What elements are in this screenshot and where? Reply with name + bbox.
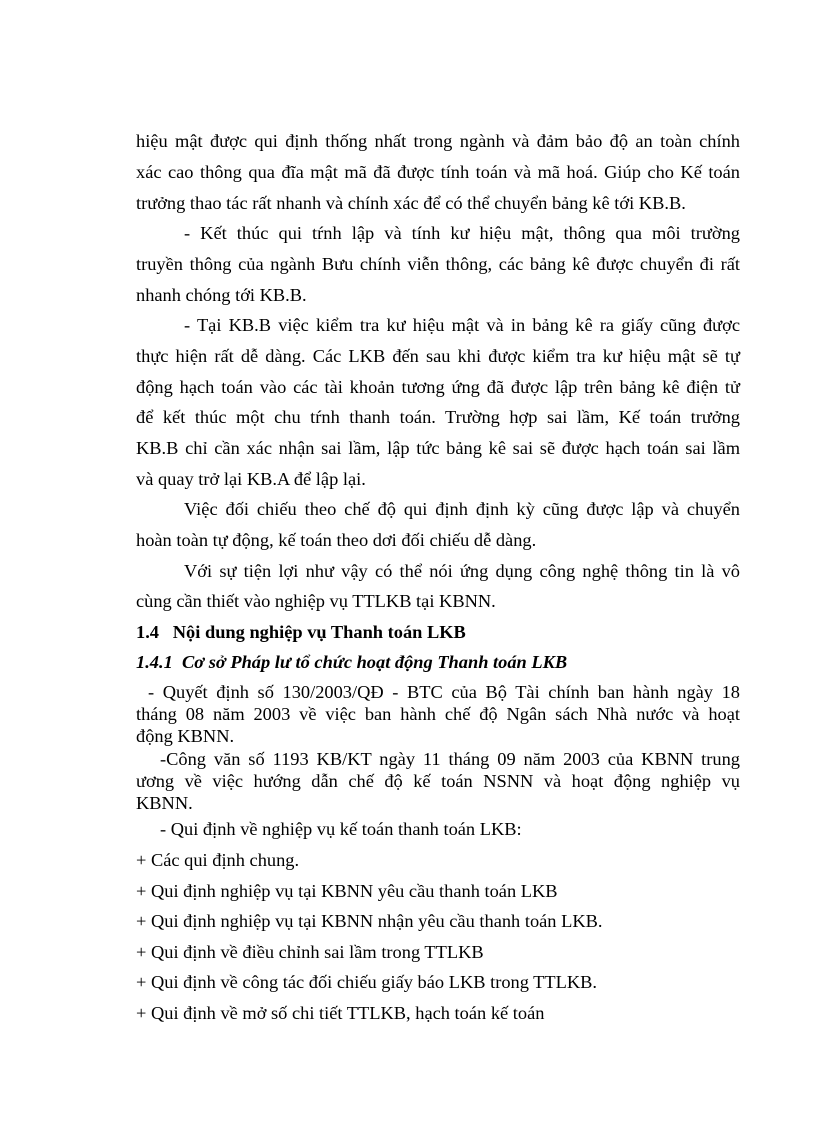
- paragraph-6-line-1: - Quyết định số 130/2003/QĐ - BTC của Bộ Tài chính ban hành ngày 18: [148, 682, 740, 702]
- paragraph-3-line-3: động hạch toán vào các tài khoản tương ứng đã được lập trên bảng kê điện tử: [136, 377, 740, 397]
- section-heading-1-4: 1.4 Nội dung nghiệp vụ Thanh toán LKB: [136, 622, 466, 642]
- subsection-heading-1-4-1: 1.4.1 Cơ sở Pháp lư tổ chức hoạt động Thanh toán LKB: [136, 652, 568, 672]
- paragraph-2-line-1: - Kết thúc qui tŕnh lập và tính kư hiệu mật, thông qua môi trường: [184, 223, 740, 243]
- paragraph-3-line-5: KB.B chỉ cần xác nhận sai lầm, lập tức bảng kê sai sẽ được hạch toán sai lầm: [136, 438, 740, 458]
- paragraph-1-line-3: trưởng thao tác rất nhanh và chính xác để có thể chuyển bảng kê tới KB.B.: [136, 193, 686, 213]
- list-item: + Qui định nghiệp vụ tại KBNN nhận yêu cầu thanh toán LKB.: [136, 911, 603, 931]
- paragraph-3-line-6: và quay trở lại KB.A để lập lại.: [136, 469, 366, 489]
- paragraph-1-line-1: hiệu mật được qui định thống nhất trong ngành và đảm bảo độ an toàn chính: [136, 131, 740, 151]
- list-item: + Các qui định chung.: [136, 850, 300, 870]
- paragraph-7-line-2: ương về việc hướng dẫn chế độ kế toán NSNN và hoạt động nghiệp vụ: [136, 771, 740, 791]
- paragraph-2-line-2: truyền thông của ngành Bưu chính viễn thông, các bảng kê được chuyển đi rất: [136, 254, 740, 274]
- paragraph-4-line-2: hoàn toàn tự động, kế toán theo dơi đối chiếu dễ dàng.: [136, 530, 537, 550]
- paragraph-5-line-1: Với sự tiện lợi như vậy có thể nói ứng dụng công nghệ thông tin là vô: [184, 561, 740, 581]
- paragraph-2-line-3: nhanh chóng tới KB.B.: [136, 285, 307, 305]
- paragraph-4-line-1: Việc đối chiếu theo chế độ qui định định kỳ cũng được lập và chuyển: [184, 499, 740, 519]
- paragraph-3-line-1: - Tại KB.B việc kiểm tra kư hiệu mật và in bảng kê ra giấy cũng được: [184, 315, 740, 335]
- paragraph-5-line-2: cùng cần thiết vào nghiệp vụ TTLKB tại KBNN.: [136, 591, 496, 611]
- paragraph-7-line-3: KBNN.: [136, 793, 193, 813]
- paragraph-1-line-2: xác cao thông qua đĩa mật mã đã được tính toán và mã hoá. Giúp cho Kế toán: [136, 162, 740, 182]
- paragraph-3-line-4: để kết thúc một chu tŕnh thanh toán. Trường hợp sai lầm, Kế toán trưởng: [136, 407, 740, 427]
- list-item: + Qui định nghiệp vụ tại KBNN yêu cầu thanh toán LKB: [136, 881, 558, 901]
- list-item: + Qui định về công tác đối chiếu giấy báo LKB trong TTLKB.: [136, 972, 598, 992]
- paragraph-8: - Qui định về nghiệp vụ kế toán thanh toán LKB:: [160, 819, 522, 839]
- paragraph-3-line-2: thực hiện rất dễ dàng. Các LKB đến sau khi được kiểm tra kư hiệu mật sẽ tự: [136, 346, 740, 366]
- paragraph-7-line-1: -Công văn số 1193 KB/KT ngày 11 tháng 09 năm 2003 của KBNN trung: [160, 749, 740, 769]
- paragraph-6-line-3: động KBNN.: [136, 726, 235, 746]
- list-item: + Qui định về điều chỉnh sai lầm trong TTLKB: [136, 942, 484, 962]
- list-item: + Qui định về mở số chi tiết TTLKB, hạch toán kế toán: [136, 1003, 545, 1023]
- paragraph-6-line-2: tháng 08 năm 2003 về việc ban hành chế độ Ngân sách Nhà nước và hoạt: [136, 704, 740, 724]
